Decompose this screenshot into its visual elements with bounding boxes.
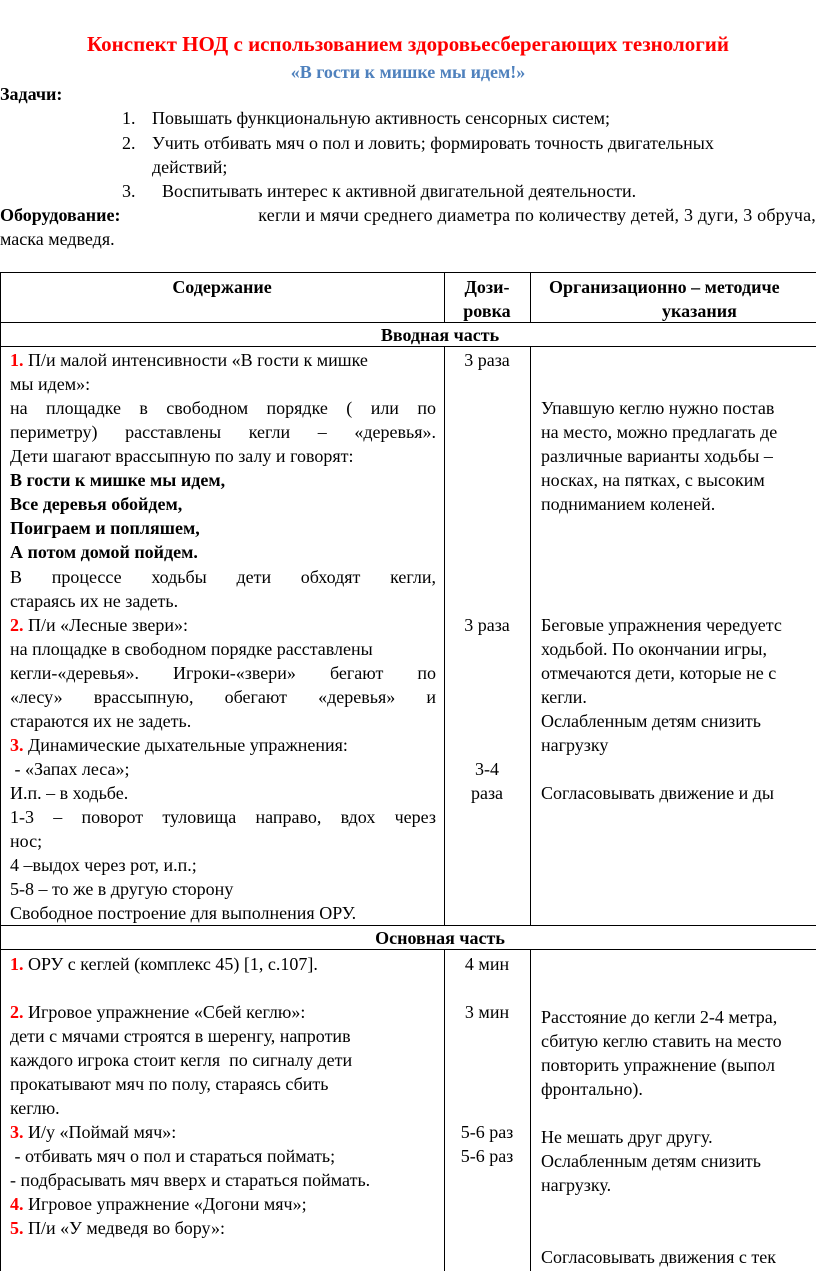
content-line: дети с мячами строятся в шеренгу, напротив <box>10 1026 351 1046</box>
content-line: - подбрасывать мяч вверх и стараться поймать. <box>10 1170 371 1190</box>
content-line: на площадке в свободном порядке расставлены <box>10 639 373 659</box>
word: – <box>53 807 63 827</box>
justified-text <box>10 805 436 829</box>
justified-text <box>10 420 436 444</box>
word: кегли-«деревья». <box>10 663 139 683</box>
item-number: 3. <box>10 735 24 755</box>
word: – <box>317 422 327 442</box>
justified-text <box>10 685 436 709</box>
item-number: 2. <box>10 1002 24 1022</box>
content-line <box>10 952 318 976</box>
word: «деревья» <box>318 687 396 707</box>
content-line <box>10 1120 176 1144</box>
table-border <box>444 949 445 1271</box>
item-text: П/и «У медведя во бору»: <box>28 1218 226 1238</box>
instruction-line: Согласовывать движение и ды <box>541 783 775 803</box>
instruction-line: нагрузку <box>541 735 609 755</box>
instruction-line: повторить упражнение (выпол <box>541 1055 775 1075</box>
content-line: Дети шагают врассыпную по залу и говорят: <box>10 446 354 466</box>
poem-line: В гости к мишке мы идем, <box>10 470 226 490</box>
content-line <box>10 565 436 589</box>
instruction-line: различные варианты ходьбы – <box>541 446 773 466</box>
item-text: Динамические дыхательные упражнения: <box>28 735 348 755</box>
instruction-line: Согласовывать движения с тек <box>541 1247 777 1267</box>
item-text: ОРУ с кеглей (комплекс 45) [1, с.107]. <box>28 954 318 974</box>
task-number: 3. <box>122 181 136 201</box>
item-text: Игровое упражнение «Догони мяч»; <box>28 1194 307 1214</box>
instruction-line: Не мешать друг другу. <box>541 1127 713 1147</box>
header-content: Содержание <box>172 277 272 297</box>
content-line: 4 –выдох через рот, и.п.; <box>10 855 197 875</box>
document-title: Конспект НОД с использованием здоровьесберегающих тезнологий <box>87 32 729 56</box>
word: направо, <box>255 807 322 827</box>
instruction-line: Ослабленным детям снизить <box>541 1151 761 1171</box>
word: В <box>10 567 23 587</box>
content-line <box>10 1192 307 1216</box>
instruction-line: отмечаются дети, которые не с <box>541 663 777 683</box>
instruction-line: подниманием коленей. <box>541 494 716 514</box>
item-text: П/и «Лесные звери»: <box>28 615 188 635</box>
item-number: 1. <box>10 350 24 370</box>
word: поворот <box>81 807 144 827</box>
word: обегают <box>224 687 287 707</box>
word: ходьбы <box>151 567 207 587</box>
instruction-line: фронтально). <box>541 1079 643 1099</box>
content-line: - отбивать мяч о пол и стараться поймать; <box>10 1146 336 1166</box>
header-dosage: Дози- <box>464 277 510 297</box>
content-line: Свободное построение для выполнения ОРУ. <box>10 903 357 923</box>
content-line: стараются их не задеть. <box>10 711 192 731</box>
item-number: 1. <box>10 954 24 974</box>
word: туловища <box>162 807 237 827</box>
content-line: мы идем»: <box>10 374 91 394</box>
word: через <box>394 807 436 827</box>
word: бегают <box>329 663 384 683</box>
instruction-line: носках, на пятках, с высоким <box>541 470 765 490</box>
justified-text <box>10 661 436 685</box>
word: процессе <box>51 567 122 587</box>
section-main: Основная часть <box>375 928 505 948</box>
dosage-value: 3 раза <box>464 615 510 635</box>
dosage-value: 5-6 раз <box>460 1146 514 1166</box>
equipment-line <box>0 205 816 226</box>
content-line <box>10 396 436 420</box>
content-line <box>10 1216 225 1240</box>
table-border <box>530 272 531 322</box>
content-line: И.п. – в ходьбе. <box>10 783 129 803</box>
word: обходят <box>300 567 361 587</box>
instruction-line: Ослабленным детям снизить <box>541 711 761 731</box>
task-text: действий; <box>152 157 228 177</box>
poem-line: Все деревья обойдем, <box>10 494 183 514</box>
task-text: Повышать функциональную активность сенсорных систем; <box>152 108 611 128</box>
word: на <box>10 398 28 418</box>
table-border <box>530 949 531 1271</box>
task-number: 1. <box>122 108 136 128</box>
tasks-label: Задачи: <box>0 84 63 104</box>
word: свободном <box>166 398 249 418</box>
content-line: кеглю. <box>10 1098 60 1118</box>
task-text: Воспитывать интерес к активной двигательной деятельности. <box>162 181 637 201</box>
word: Игроки-«звери» <box>173 663 296 683</box>
equipment-label: Оборудование: <box>0 205 121 225</box>
content-line <box>10 420 436 444</box>
item-text: П/и малой интенсивности «В гости к мишке <box>28 350 368 370</box>
content-line <box>10 1000 305 1024</box>
word: врассыпную, <box>93 687 194 707</box>
section-intro: Вводная часть <box>380 325 500 345</box>
instruction-line: кегли. <box>541 687 587 707</box>
word: дети <box>236 567 272 587</box>
content-line <box>10 805 436 829</box>
word: в <box>139 398 148 418</box>
instruction-line: Упавшую кеглю нужно постав <box>541 398 775 418</box>
equipment-text-cont: маска медведя. <box>0 229 115 249</box>
instruction-line: Беговые упражнения чередуетс <box>541 615 782 635</box>
instruction-line: на место, можно предлагать де <box>541 422 778 442</box>
content-line: нос; <box>10 831 43 851</box>
item-text: И/у «Поймай мяч»: <box>28 1122 177 1142</box>
word: 1-3 <box>10 807 34 827</box>
justified-text <box>10 565 436 589</box>
content-line: каждого игрока стоит кегля по сигналу дети <box>10 1050 353 1070</box>
content-line: стараясь их не задеть. <box>10 591 179 611</box>
word: расставлены <box>125 422 222 442</box>
table-border <box>0 272 816 273</box>
word: по <box>417 663 436 683</box>
word: и <box>426 687 436 707</box>
poem-line: Поиграем и попляшем, <box>10 518 200 538</box>
content-line: 5-8 – то же в другую сторону <box>10 879 234 899</box>
instruction-line: Расстояние до кегли 2-4 метра, <box>541 1007 778 1027</box>
content-line: - «Запах леса»; <box>10 759 130 779</box>
word: ( <box>346 398 353 418</box>
instruction-line: нагрузку. <box>541 1175 612 1195</box>
item-text: Игровое упражнение «Сбей кеглю»: <box>28 1002 306 1022</box>
dosage-value: 3-4 <box>475 759 499 779</box>
word: площадке <box>46 398 121 418</box>
dosage-value: раза <box>470 783 504 803</box>
word: кегли, <box>390 567 436 587</box>
content-line <box>10 733 348 757</box>
content-line <box>10 685 436 709</box>
item-number: 4. <box>10 1194 24 1214</box>
instruction-line: ходьбой. По окончании игры, <box>541 639 767 659</box>
header-dosage: ровка <box>463 301 511 321</box>
instruction-line: сбитую кеглю ставить на место <box>541 1031 782 1051</box>
dosage-value: 3 мин <box>464 1002 510 1022</box>
equipment-text: кегли и мячи среднего диаметра по количеству детей, 3 дуги, 3 обруча, <box>258 205 816 225</box>
word: «лесу» <box>10 687 63 707</box>
table-border <box>530 346 531 925</box>
content-line <box>10 661 436 685</box>
header-instructions: Организационно – методиче <box>549 277 780 297</box>
task-number: 2. <box>122 133 136 153</box>
word: вдох <box>340 807 376 827</box>
document-subtitle: «В гости к мишке мы идем!» <box>290 62 526 82</box>
justified-text <box>10 396 436 420</box>
dosage-value: 4 мин <box>464 954 510 974</box>
item-number: 5. <box>10 1218 24 1238</box>
item-number: 3. <box>10 1122 24 1142</box>
content-line: прокатывают мяч по полу, стараясь сбить <box>10 1074 329 1094</box>
word: или <box>370 398 399 418</box>
item-number: 2. <box>10 615 24 635</box>
dosage-value: 3 раза <box>464 350 510 370</box>
word: «деревья». <box>354 422 436 442</box>
content-line <box>10 613 188 637</box>
word: периметру) <box>10 422 98 442</box>
word: порядке <box>266 398 328 418</box>
word: по <box>417 398 436 418</box>
word: кегли <box>248 422 291 442</box>
task-text: Учить отбивать мяч о пол и ловить; формировать точность двигательных <box>152 133 714 153</box>
content-line <box>10 348 368 372</box>
table-border <box>0 272 1 1271</box>
poem-line: А потом домой пойдем. <box>10 542 198 562</box>
header-instructions: указания <box>662 301 737 321</box>
dosage-value: 5-6 раз <box>460 1122 514 1142</box>
